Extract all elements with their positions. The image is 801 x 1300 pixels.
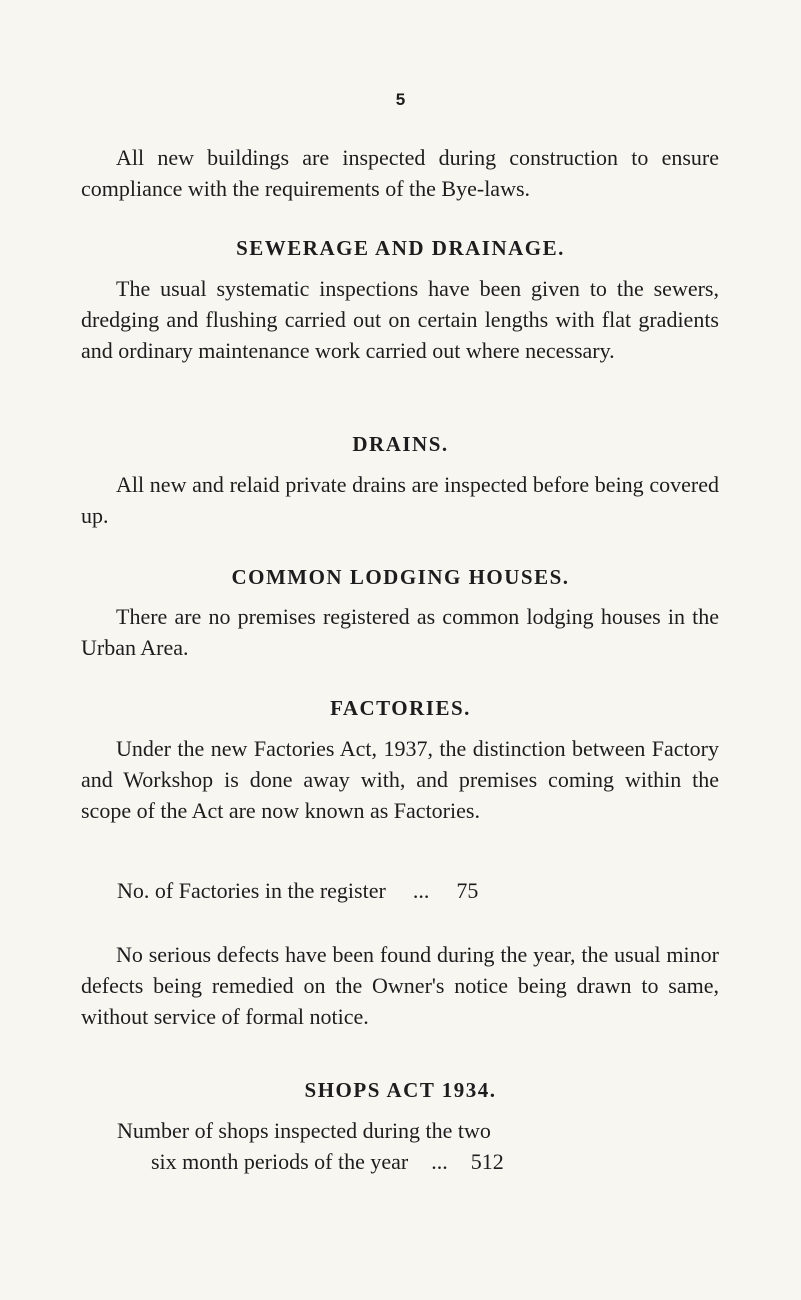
shops-inspected-leader: ... bbox=[431, 1149, 448, 1174]
defects-paragraph: No serious defects have been found during the year, the usual minor defects being remedied on the Owner's notice being drawn to same, without service of formal notice. bbox=[81, 942, 719, 1029]
heading-shops-act: SHOPS ACT 1934. bbox=[304, 1078, 497, 1102]
heading-drains: DRAINS. bbox=[352, 432, 449, 456]
lodging-paragraph: There are no premises registered as common lodging houses in the Urban Area. bbox=[81, 604, 719, 660]
shops-inspected-line-2 bbox=[151, 1146, 504, 1177]
drains-paragraph: All new and relaid private drains are inspected before being covered up. bbox=[81, 472, 719, 528]
factories-register-leader: ... bbox=[412, 878, 430, 903]
factories-paragraph: Under the new Factories Act, 1937, the distinction between Factory and Workshop is done away with, and premises coming within the scope of the Act are now known as Factories. bbox=[81, 736, 719, 823]
shops-inspected-label: six month periods of the year bbox=[151, 1149, 409, 1174]
heading-factories: FACTORIES. bbox=[330, 696, 471, 720]
factories-register-entry bbox=[117, 875, 478, 906]
intro-paragraph: All new buildings are inspected during construction to ensure compliance with the requirements of the Bye-laws. bbox=[81, 145, 719, 201]
sewerage-paragraph: The usual systematic inspections have been given to the sewers, dredging and flushing carried out on certain lengths with flat gradients and ordinary maintenance work carried out where necessary. bbox=[81, 276, 719, 363]
factories-register-value: 75 bbox=[456, 878, 479, 903]
heading-sewerage-and-drainage: SEWERAGE AND DRAINAGE. bbox=[236, 236, 565, 260]
factories-register-label: No. of Factories in the register bbox=[117, 878, 386, 903]
page-number: 5 bbox=[395, 90, 406, 109]
shops-inspected-value: 512 bbox=[470, 1149, 504, 1174]
shops-inspected-line-1: Number of shops inspected during the two bbox=[117, 1118, 491, 1143]
heading-common-lodging-houses: COMMON LODGING HOUSES. bbox=[231, 565, 570, 589]
